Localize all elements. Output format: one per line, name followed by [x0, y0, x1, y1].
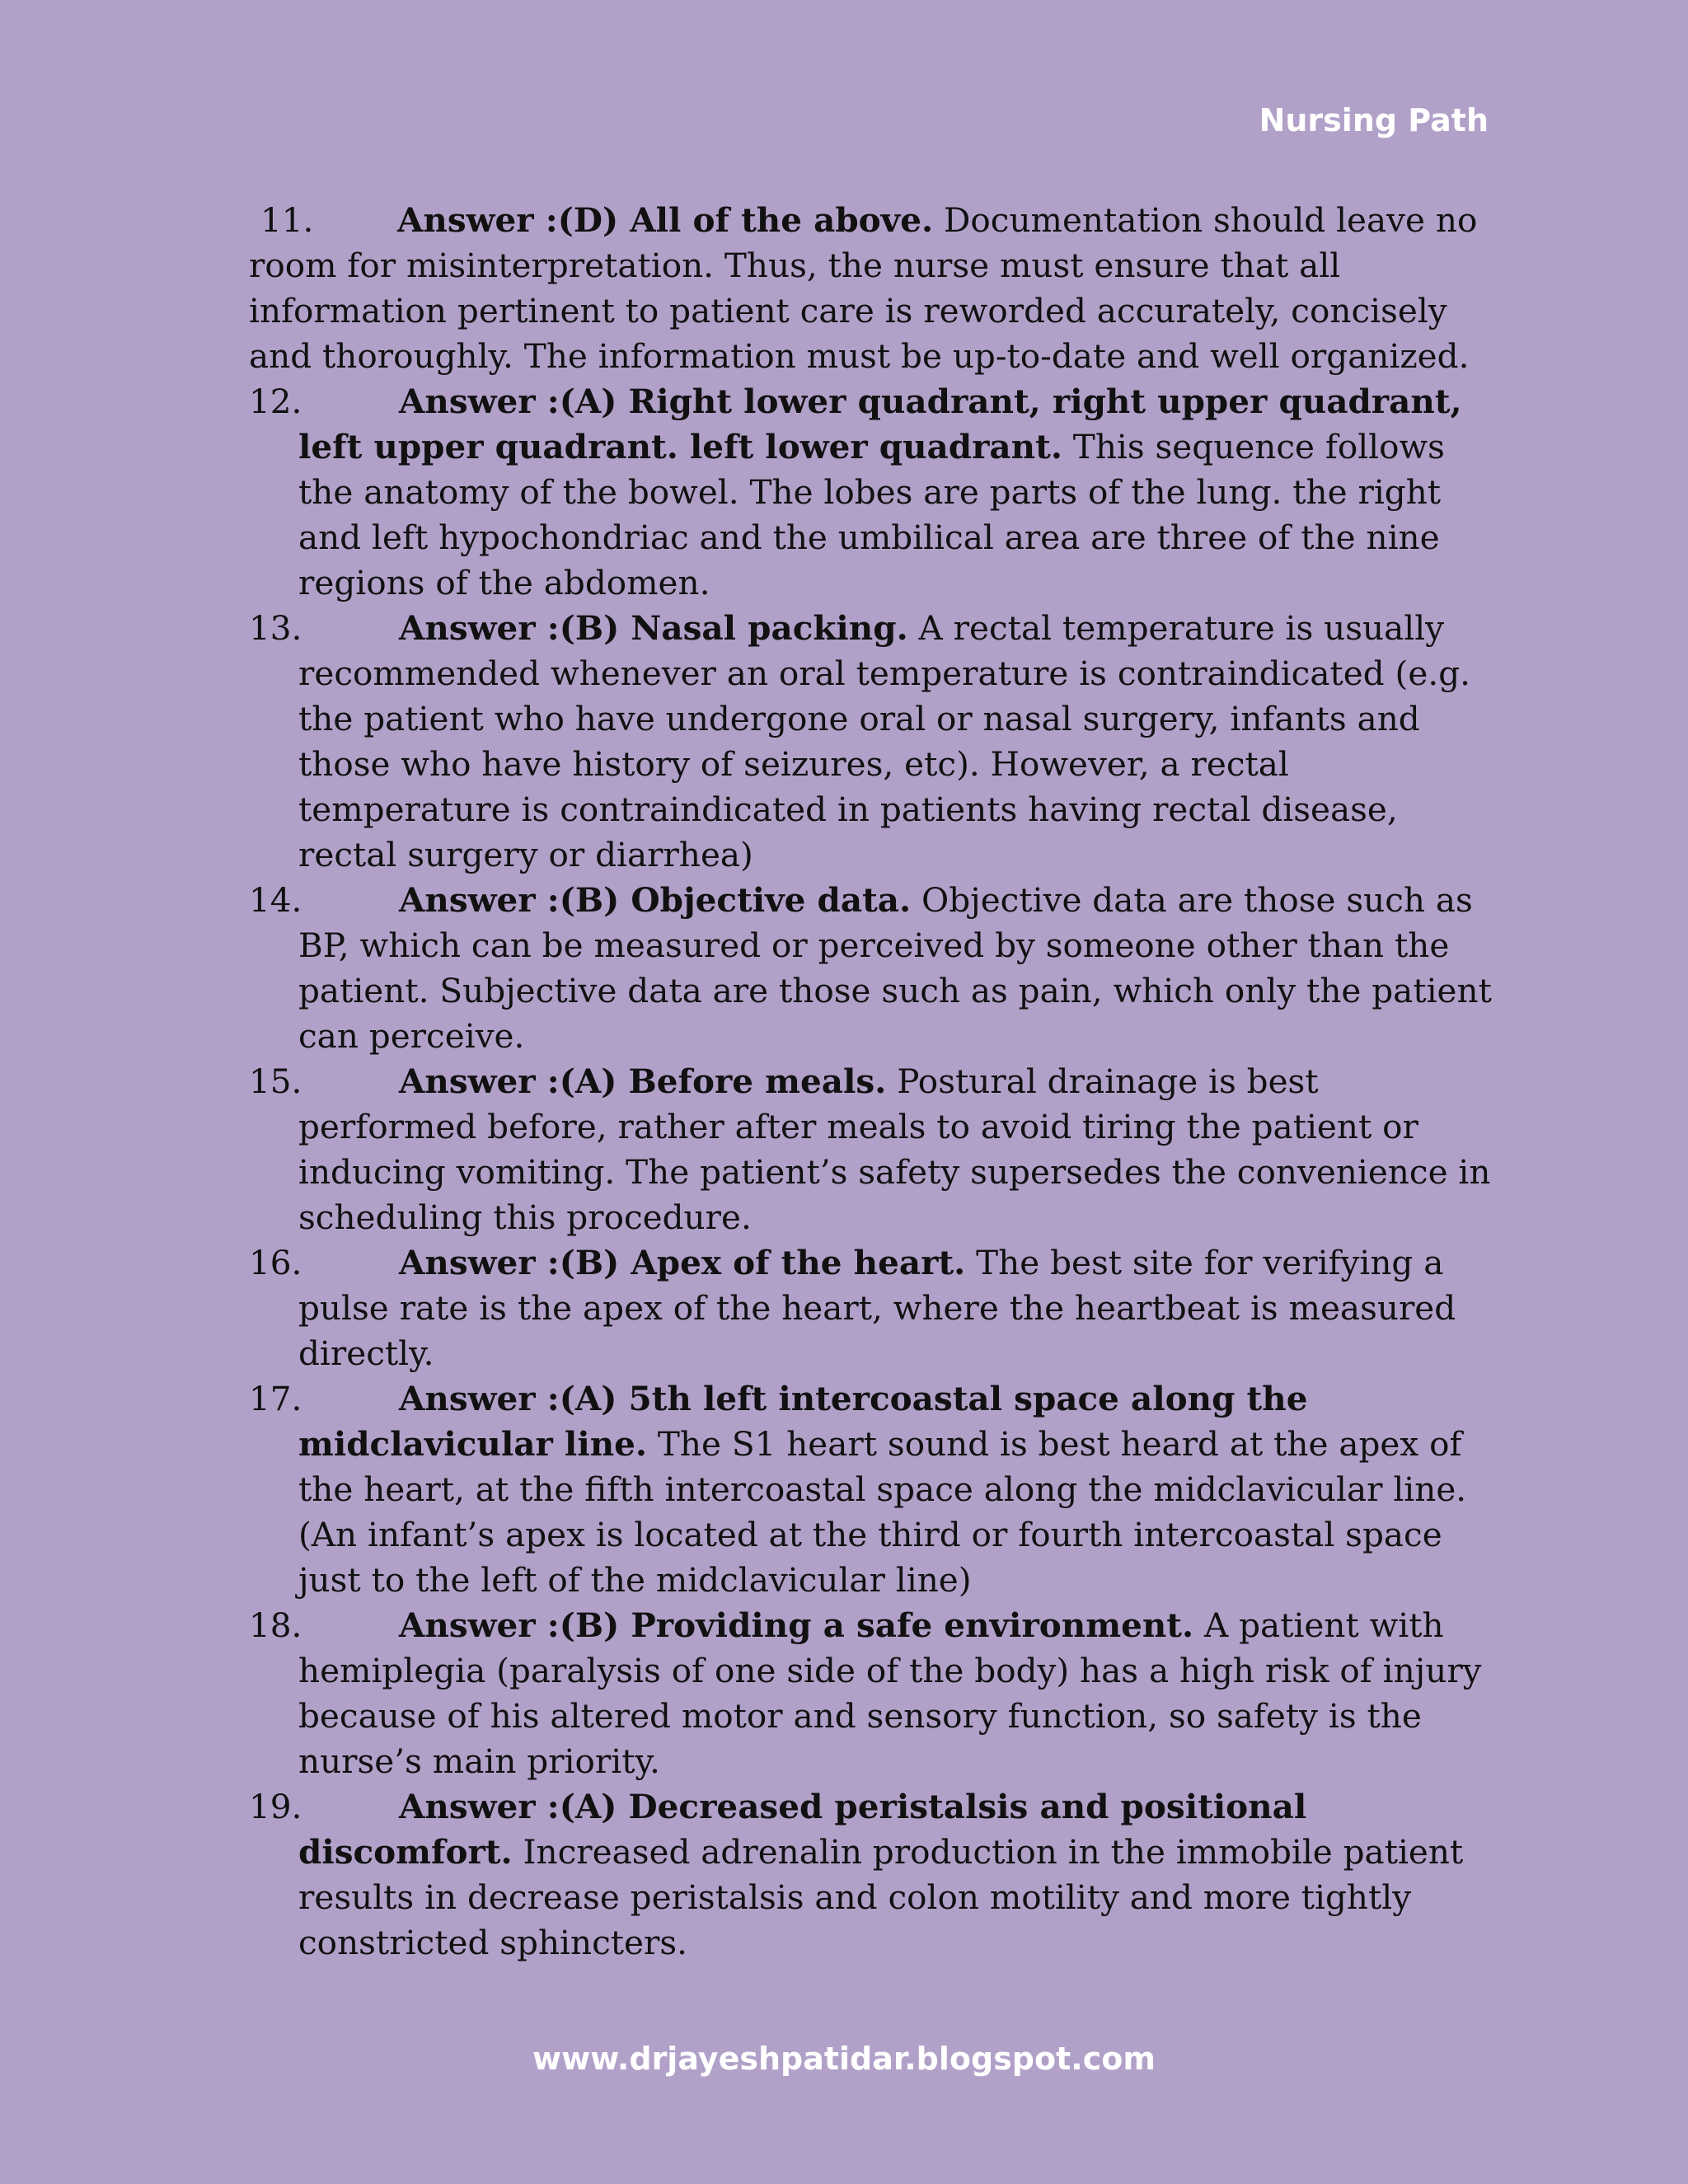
answer-label: Answer :(B) Nasal packing. — [399, 608, 908, 648]
item-number: 18. — [249, 1605, 302, 1645]
item-body — [298, 1376, 1498, 1603]
item-number: 17. — [249, 1379, 302, 1418]
answer-label: Answer :(A) Decreased peristalsis and positional discomfort. — [298, 1787, 1307, 1872]
item-body — [298, 379, 1498, 606]
answer-item-18 — [249, 1603, 1498, 1784]
answer-item-13 — [249, 606, 1498, 878]
answer-label: Answer :(A) Before meals. — [399, 1062, 887, 1101]
answer-label: Answer :(B) Objective data. — [399, 880, 912, 920]
answer-label: Answer :(D) All of the above. — [397, 200, 934, 240]
explanation-text: The best site for verifying a pulse rate is the apex of the heart, where the heartbeat is measured directly. — [298, 1243, 1456, 1373]
explanation-text: The S1 heart sound is best heard at the apex of the heart, at the fifth intercoastal space along the midclavicular line. (An infant’s apex is located at the third or fourth intercoastal space just to the left of the midclavicular line) — [298, 1424, 1467, 1600]
answer-item-14 — [249, 878, 1498, 1059]
explanation-text: A patient with hemiplegia (paralysis of one side of the body) has a high risk of injury because of his altered motor and sensory function, so safety is the nurse’s main priority. — [298, 1605, 1482, 1781]
item-number: 15. — [249, 1062, 302, 1101]
answer-item-19 — [249, 1784, 1498, 1966]
answer-label: Answer :(B) Apex of the heart. — [399, 1243, 966, 1282]
explanation-text: A rectal temperature is usually recommended whenever an oral temperature is contraindicated (e.g. the patient who have undergone oral or nasal surgery, infants and those who have history of seizures, etc). However, a rectal temperature is contraindicated in patients having rectal disease, rectal surgery or diarrhea) — [298, 608, 1470, 874]
answer-item-16 — [249, 1240, 1498, 1376]
footer-url: www.drjayeshpatidar.blogspot.com — [532, 2041, 1156, 2077]
explanation-text: Postural drainage is best performed before, rather after meals to avoid tiring the patient or inducing vomiting. The patient’s safety supersedes the convenience in scheduling this procedure. — [298, 1062, 1491, 1237]
answer-label: Answer :(A) Right lower quadrant, right upper quadrant, left upper quadrant. left lower quadrant. — [298, 382, 1462, 466]
answer-item-12 — [249, 379, 1498, 606]
item-number: 11. — [260, 200, 314, 240]
item-body — [298, 1603, 1498, 1784]
item-body — [249, 200, 1477, 376]
answer-label: Answer :(B) Providing a safe environment. — [399, 1605, 1194, 1645]
explanation-text: Documentation should leave no room for misinterpretation. Thus, the nurse must ensure that all information pertinent to patient care is reworded accurately, concisely and thoroughly. The information must be up-to-date and well organized. — [249, 200, 1478, 376]
answer-item-11 — [249, 198, 1498, 379]
item-number: 19. — [249, 1787, 302, 1826]
explanation-text: Objective data are those such as BP, which can be measured or perceived by someone other than the patient. Subjective data are those such as pain, which only the patient can perceive. — [298, 880, 1492, 1056]
answer-label: Answer :(A) 5th left intercoastal space along the midclavicular line. — [298, 1379, 1308, 1464]
item-number: 16. — [249, 1243, 302, 1282]
item-body — [298, 606, 1498, 878]
explanation-text: This sequence follows the anatomy of the bowel. The lobes are parts of the lung. the right and left hypochondriac and the umbilical area are three of the nine regions of the abdomen. — [298, 427, 1445, 602]
item-number: 12. — [249, 382, 302, 421]
item-number: 14. — [249, 880, 302, 920]
header-title: Nursing Path — [1259, 102, 1489, 138]
item-body — [298, 1240, 1498, 1376]
item-body — [298, 878, 1498, 1059]
answer-list — [249, 198, 1498, 1966]
answer-item-17 — [249, 1376, 1498, 1603]
item-body — [298, 1059, 1498, 1240]
item-body — [298, 1784, 1498, 1966]
item-number: 13. — [249, 608, 302, 648]
explanation-text: Increased adrenalin production in the immobile patient results in decrease peristalsis and colon motility and more tightly constricted sphincters. — [298, 1832, 1464, 1962]
answer-item-15 — [249, 1059, 1498, 1240]
